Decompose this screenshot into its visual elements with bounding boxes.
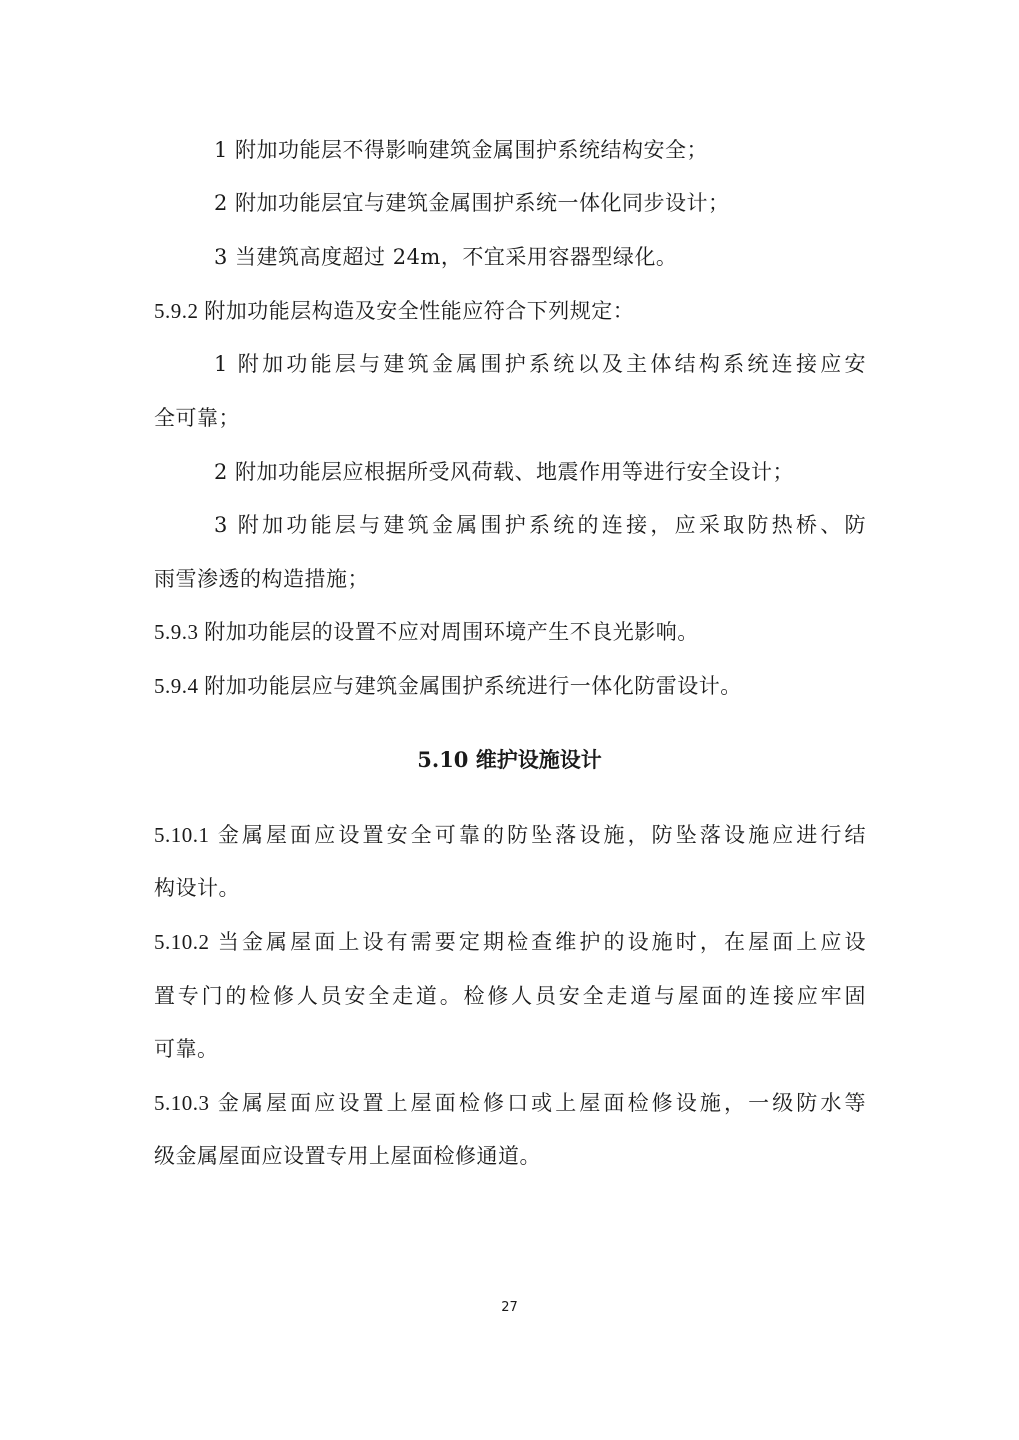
list-item-5-9-2-3-line2: 雨雪渗透的构造措施； (154, 567, 369, 591)
clause-5-10-2-line2: 置专门的检修人员安全走道。检修人员安全走道与屋面的连接应牢固 (154, 984, 866, 1008)
list-item-5-9-2-1-line2: 全可靠； (154, 406, 240, 430)
clause-5-10-1-line1: 5.10.1 金属屋面应设置安全可靠的防坠落设施，防坠落设施应进行结 (154, 823, 866, 847)
list-item-5-9-1-1: 1 附加功能层不得影响建筑金属围护系统结构安全； (214, 138, 709, 162)
list-item-5-9-2-1-line1: 1 附加功能层与建筑金属围护系统以及主体结构系统连接应安 (214, 352, 866, 376)
clause-5-10-1-line2: 构设计。 (154, 876, 240, 900)
section-heading: 5.10 维护设施设计 (417, 747, 602, 772)
clause-5-10-3-line1: 5.10.3 金属屋面应设置上屋面检修口或上屋面检修设施，一级防水等 (154, 1091, 866, 1115)
clause-5-10-2-line1: 5.10.2 当金属屋面上设有需要定期检查维护的设施时，在屋面上应设 (154, 930, 866, 954)
clause-5-10-3-line2: 级金属屋面应设置专用上屋面检修通道。 (154, 1144, 541, 1168)
clause-5-10-2-line3: 可靠。 (154, 1037, 219, 1061)
page-number: 27 (501, 1300, 518, 1315)
list-item-5-9-2-3-line1: 3 附加功能层与建筑金属围护系统的连接，应采取防热桥、防 (214, 513, 866, 537)
list-item-5-9-1-3: 3 当建筑高度超过 24m，不宜采用容器型绿化。 (214, 245, 678, 269)
list-item-5-9-1-2: 2 附加功能层宜与建筑金属围护系统一体化同步设计； (214, 191, 730, 215)
clause-5-9-4: 5.9.4 附加功能层应与建筑金属围护系统进行一体化防雷设计。 (154, 674, 742, 698)
clause-5-9-2: 5.9.2 附加功能层构造及安全性能应符合下列规定： (154, 299, 635, 323)
clause-5-9-3: 5.9.3 附加功能层的设置不应对周围环境产生不良光影响。 (154, 620, 699, 644)
list-item-5-9-2-2: 2 附加功能层应根据所受风荷载、地震作用等进行安全设计； (214, 460, 795, 484)
